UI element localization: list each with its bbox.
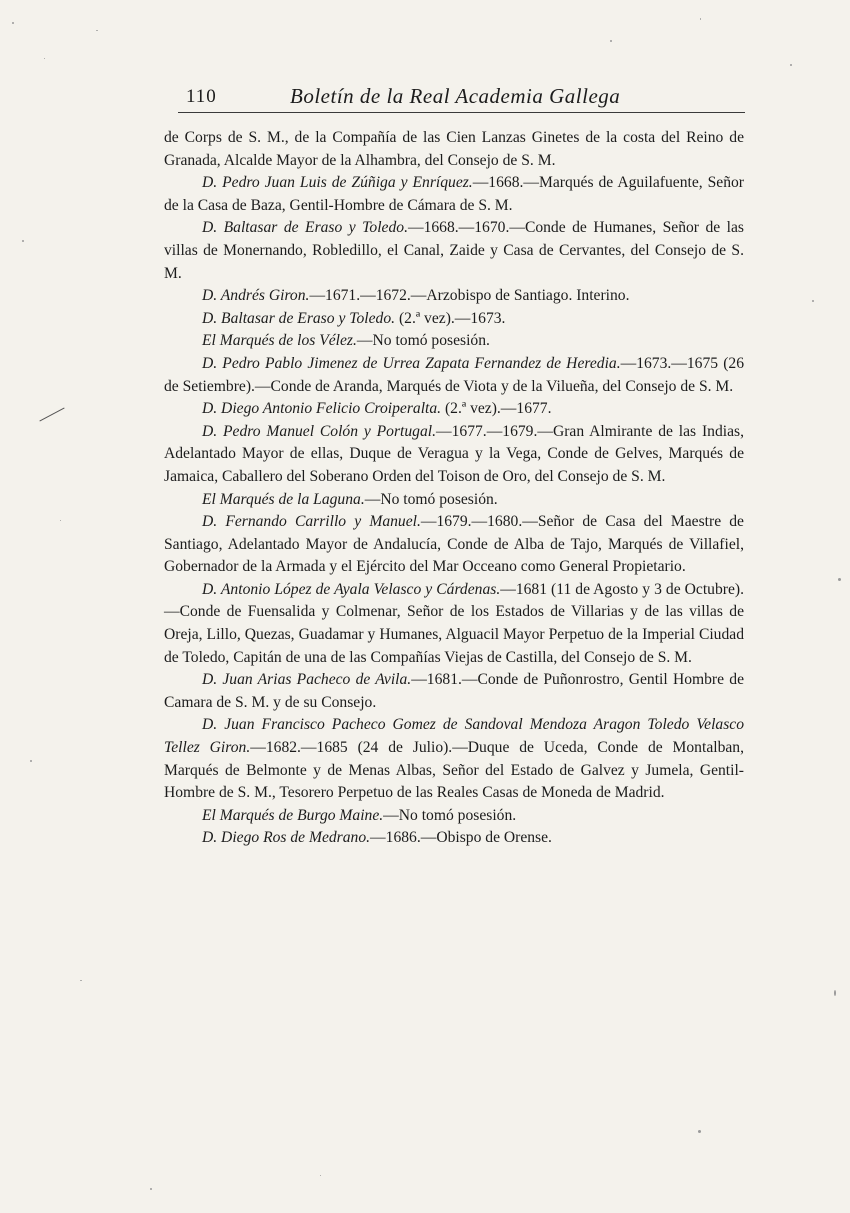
entry-paragraph [164,579,744,669]
body-text [164,127,744,850]
page-number: 110 [186,86,217,107]
entry-name: D. Baltasar de Eraso y Toledo. [202,219,408,237]
entry-paragraph [164,330,744,353]
entry-paragraph [164,827,744,850]
entry-paragraph [164,669,744,714]
entry-name: D. Pedro Pablo Jimenez de Urrea Zapata Fernandez de Heredia. [202,354,621,372]
scan-speck [44,58,45,59]
entry-name: D. Diego Ros de Medrano. [202,829,371,847]
entry-name: El Marqués de los Vélez. [202,332,357,350]
entry-text: (2.ª vez).—1677. [441,400,552,418]
entry-text: (2.ª vez).—1673. [395,309,506,327]
entry-name: D. Pedro Juan Luis de Zúñiga y Enríquez. [202,174,473,192]
entry-name: El Marqués de la Laguna. [202,490,365,508]
entry-text: —No tomó posesión. [364,490,498,508]
entry-paragraph [164,714,744,804]
entry-paragraph [164,353,744,398]
entry-text: —1671.—1672.—Arzobispo de Santiago. Interino. [309,287,630,305]
entry-paragraph [164,217,744,285]
entry-text: —1681 (11 de Agosto y 3 de Octubre).—Conde de Fuensalida y Colmenar, Señor de los Estados de Villarias y de las villas de Oreja, Lillo, Quezas, Guadamar y Humanes, Alguacil Mayor Perpetuo de la Imperial Ciudad de Toledo, Capitán de una de las Compañías Viejas de Castilla, del Consejo de S. M. [164,580,744,666]
entry-paragraph [164,308,744,331]
scan-speck [30,760,32,762]
entry-name: El Marqués de Burgo Maine. [202,806,384,824]
entry-name: D. Antonio López de Ayala Velasco y Cárdenas. [202,580,501,598]
scan-speck [320,1175,321,1176]
entry-paragraph [164,398,744,421]
margin-pen-mark [39,407,64,421]
journal-title: Boletín de la Real Academia Gallega [290,84,621,108]
scan-speck [834,990,836,996]
scan-speck [812,300,814,302]
page-header [160,84,745,114]
entry-text: —1668.—1670.—Conde de Humanes, Señor de las villas de Monernando, Robledillo, el Canal, Zaide y Casa de Cervantes, del Consejo de S. M. [164,219,744,282]
entry-name: D. Andrés Giron. [202,287,310,305]
entry-name: D. Pedro Manuel Colón y Portugal. [202,422,437,440]
paragraph-continuation [164,127,744,172]
entry-text: —No tomó posesión. [356,332,490,350]
scan-speck [96,30,98,31]
entry-name: D. Juan Arias Pacheco de Avila. [202,671,412,689]
entry-paragraph [164,172,744,217]
entry-text: —1681.—Conde de Puñonrostro, Gentil Hombre de Camara de S. M. y de su Consejo. [164,671,744,711]
scan-speck [12,22,14,24]
entry-text: de Corps de S. M., de la Compañía de las Cien Lanzas Ginetes de la costa del Reino de Granada, Alcalde Mayor de la Alhambra, del Consejo de S. M. [164,129,744,169]
scan-speck [22,240,24,242]
entry-paragraph [164,421,744,489]
header-rule [178,112,745,113]
entry-name: D. Fernando Carrillo y Manuel. [202,513,421,531]
entry-name: D. Juan Francisco Pacheco Gomez de Sandoval Mendoza Aragon Toledo Velasco Tellez Giron. [164,716,744,757]
scan-speck [80,980,82,981]
entry-text: —1686.—Obispo de Orense. [370,829,552,847]
scan-speck [838,578,841,581]
scan-speck [698,1130,701,1133]
entry-text: —1682.—1685 (24 de Julio).—Duque de Uceda, Conde de Montalban, Marqués de Belmonte y de Menas Albas, Señor del Estado de Galvez y Jumela, Gentil-Hombre de S. M., Tesorero Perpetuo de las Reales Casas de Moneda de Madrid. [164,739,744,802]
entry-paragraph [164,805,744,828]
scan-speck [790,64,792,66]
entry-name: D. Diego Antonio Felicio Croiperalta. [202,400,442,418]
entry-text: —1679.—1680.—Señor de Casa del Maestre de Santiago, Adelantado Mayor de Andalucía, Conde de Alba de Tajo, Marqués de Villafiel, Gobernador de la Armada y el Ejército del Mar Occeano como General Propietario. [164,513,744,576]
entry-paragraph [164,511,744,579]
entry-paragraph [164,285,744,308]
entry-text: —No tomó posesión. [383,806,517,824]
entry-name: D. Baltasar de Eraso y Toledo. [202,309,396,327]
entry-paragraph [164,489,744,512]
entry-text: —1668.—Marqués de Aguilafuente, Señor de la Casa de Baza, Gentil-Hombre de Cámara de S. M. [164,174,744,214]
scan-speck [700,18,701,20]
entry-text: —1673.—1675 (26 de Setiembre).—Conde de Aranda, Marqués de Viota y de la Vilueña, del Consejo de S. M. [164,354,744,395]
entry-text: —1677.—1679.—Gran Almirante de las Indias, Adelantado Mayor de ellas, Duque de Veragua y la Vega, Conde de Gelves, Marqués de Jamaica, Caballero del Soberano Orden del Toison de Oro, del Consejo de S. M. [164,422,744,485]
scan-speck [610,40,612,42]
scan-speck [150,1188,152,1190]
scan-speck [60,520,61,521]
